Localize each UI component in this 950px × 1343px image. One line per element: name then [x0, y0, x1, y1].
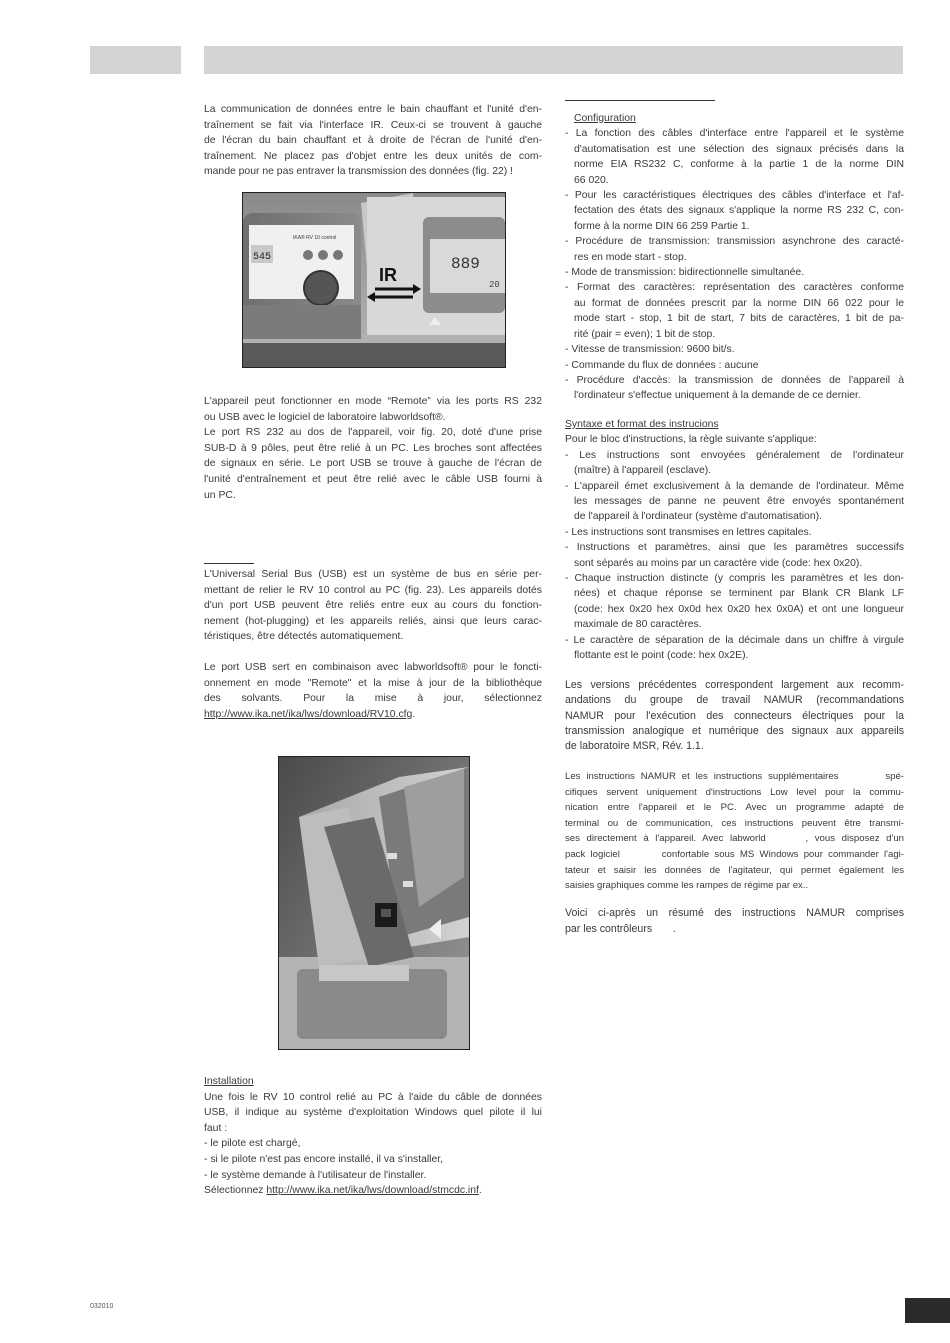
- text-line: (code: hex 0x20 hex 0x0d hex 0x20 hex 0x0A) et ont une longueur: [574, 603, 904, 615]
- list-item: [565, 448, 904, 479]
- configuration-list: [565, 126, 904, 403]
- text-line: - Les instructions sont envoyées généralement de l'ordinateur: [565, 449, 904, 461]
- text-line: rité (pair = even); 1 bit de stop.: [574, 328, 716, 340]
- text-line: - Les instructions sont transmises en lettres capitales.: [565, 526, 812, 538]
- list-item: [565, 633, 904, 664]
- text-line: flottante est le point (code: hex 0x2E).: [574, 650, 749, 662]
- text-line: - Pour les caractéristiques électriques des câbles d'interface et l'af-: [565, 190, 904, 202]
- text-line: - le pilote est chargé,: [204, 1138, 301, 1150]
- text-line: mande pour ne pas entraver la transmission des données (fig. 22) !: [204, 166, 514, 178]
- syntax-intro: Pour le bloc d'instructions, la règle suivante s'applique:: [565, 434, 817, 446]
- text-line: des solvants. Pour la mise à jour, sélectionnez: [204, 693, 542, 705]
- list-item: [565, 342, 904, 357]
- figure-22-illustration: [243, 193, 505, 367]
- text-line: - Le caractère de séparation de la décimale dans un chiffre à virgule: [565, 634, 904, 646]
- text-line: andations du groupe de travail NAMUR (recommandations: [565, 694, 904, 707]
- text-line: l'ordinateur s'effectue uniquement à la demande de ce dernier.: [574, 390, 861, 402]
- text-line: maximale de 80 caractères.: [574, 619, 702, 631]
- text-line: Les instructions NAMUR et les instructions supplémentaires spé-: [565, 771, 904, 782]
- list-item: [565, 188, 904, 234]
- text-line: de l'écran du bain chauffant et à droite de l'écran de l'unité d'en-: [204, 135, 542, 147]
- list-item: [565, 525, 904, 540]
- text-line: onnement en mode "Remote" et la mise à jour de la bibliothèque: [204, 677, 542, 689]
- text-line: ou USB avec le logiciel de laboratoire labworldsoft®.: [204, 411, 446, 423]
- list-item: [565, 126, 904, 188]
- text-line: Une fois le RV 10 control relié au PC à l'aide du câble de données: [204, 1091, 542, 1103]
- list-item: [565, 265, 904, 280]
- text-line: transmission analogique et numérique des signaux aux appareils: [565, 724, 904, 737]
- syntax-list: [565, 448, 904, 664]
- text-line: - Commande du flux de données : aucune: [565, 359, 759, 371]
- text-line: traînement. Ne placez pas d'objet entre les deux unités de com-: [204, 150, 542, 162]
- syntax-section: [565, 417, 904, 664]
- text-line: Le port USB sert en combinaison avec labworldsoft® pour le foncti-: [204, 662, 542, 673]
- text-line: - Procédure d'accès: la transmission de données de l'appareil à: [565, 374, 904, 386]
- text-line: Les versions précédentes correspondent largement aux recomm-: [565, 679, 904, 691]
- svg-text:545: 545: [253, 252, 272, 263]
- text-line: - La fonction des câbles d'interface entre l'appareil et le système: [565, 128, 904, 140]
- text-line: - Instructions et paramètres, ainsi que les paramètres successifs: [565, 542, 904, 554]
- syntax-title: Syntaxe et format des instrucions: [565, 419, 719, 430]
- text-line: - Mode de transmission: bidirectionnelle simultanée.: [565, 267, 805, 279]
- text-line: Voici ci-après un résumé des instructions NAMUR comprises: [565, 907, 904, 919]
- list-item: [565, 373, 904, 404]
- figure-22-ir-photo: [242, 192, 506, 368]
- section-rule-rs232: [565, 100, 715, 101]
- text-line: faut :: [204, 1122, 228, 1134]
- svg-text:20: 20: [489, 280, 500, 290]
- text-line: les messages de panne ne peuvent être envoyés spontanément: [574, 496, 904, 508]
- text-line: pack logiciel confortable sous MS Windows pour commander l'agi-: [565, 848, 904, 860]
- text-line: forme à la norme DIN 66 259 Partie 1.: [574, 220, 750, 232]
- text-line: res en mode start - stop.: [574, 251, 687, 263]
- text-line: saisies graphiques comme les rampes de régime par ex..: [565, 880, 809, 892]
- figure-23-illustration: [279, 757, 469, 1049]
- stmcdc-inf-link[interactable]: http://www.ika.net/ika/lws/download/stmcdc.inf: [266, 1185, 479, 1197]
- text-line: un PC.: [204, 489, 236, 501]
- list-item: [565, 280, 904, 342]
- text-line: - Procédure de transmission: transmission asynchrone des caracté-: [565, 236, 904, 248]
- list-item: [565, 234, 904, 265]
- page-tab-marker: [905, 1298, 950, 1323]
- configuration-title: Configuration: [574, 113, 636, 124]
- namur-paragraph-1: [565, 678, 904, 754]
- installation-section: Installation Une fois le RV 10 control relié au PC à l'aide du câble de données USB, il indique au système d'exploitation Windows quel pilote il lui faut : - le pilote est chargé, - si le pilote n'est pas encore installé, il va s'installer, - le système demande à l'utilisateur de l'installer. Sélectionnez http://www.ika.net/ika/lws/download/stmcdc.inf.: [204, 1076, 542, 1197]
- list-item: [565, 479, 904, 525]
- text-line: téristiques, être détectés automatiquement.: [204, 631, 404, 643]
- text-line: au format de données prescrit par la norme DIN 66 022 pour le: [574, 297, 904, 309]
- text-line: norme EIA RS232 C, conforme à la partie 1 de la norme DIN: [574, 159, 904, 171]
- list-item: [565, 571, 904, 633]
- usb-description-paragraph: [204, 567, 542, 645]
- select-label: Sélectionnez: [204, 1185, 264, 1197]
- namur-paragraph-2: [565, 769, 904, 894]
- text-line: - si le pilote n'est pas encore installé, il va s'installer,: [204, 1153, 444, 1165]
- text-line: de l'appareil à l'ordinateur (système d'automatisation).: [574, 511, 822, 523]
- text-line: mode start - stop, 1 bit de start, 7 bits de caractères, 1 bit de pa-: [574, 313, 904, 325]
- text-line: sont séparés au moins par un caractère vide (code: hex 0x20).: [574, 557, 863, 569]
- list-item: [565, 358, 904, 373]
- text-line: traînement se fait via l'interface IR. Ceux-ci se trouvent à gauche: [204, 119, 542, 131]
- text-line: d'un port USB peuvent être reliés entre eux au cours du fonction-: [204, 600, 542, 612]
- text-line: - Chaque instruction distincte (y compris les paramètres et les don-: [565, 573, 904, 585]
- text-line: fectation des états des signaux s'applique la norme RS 232 C, con-: [574, 205, 904, 217]
- header-bar-right: [204, 46, 903, 74]
- text-line: L'appareil peut fonctionner en mode “Remote” via les ports RS 232: [204, 396, 542, 407]
- text-line: (maître) à l'appareil (esclave).: [574, 465, 712, 477]
- text-line: de signaux en série. Le port USB se trouve à gauche de l'écran de: [204, 458, 542, 470]
- header-bar-left: [90, 46, 181, 74]
- text-line: tateur et saisir les données de l'agitateur, qui permet également les: [565, 864, 904, 876]
- text-line: ses directement à l'appareil. Avec labworld , vous disposez d'un: [565, 833, 904, 845]
- text-line: l'unité d'entraînement et peut être relié avec le câble USB fourni à: [204, 473, 542, 485]
- text-line: USB, il indique au système d'exploitation Windows quel pilote il lui: [204, 1107, 542, 1119]
- figure-23-usb-port-photo: [278, 756, 470, 1050]
- text-line: - Vitesse de transmission: 9600 bit/s.: [565, 344, 735, 356]
- text-line: cifiques servent uniquement d'instructions Low level pour la commu-: [565, 786, 904, 798]
- text-line: La communication de données entre le bain chauffant et l'unité d'en-: [204, 104, 542, 115]
- namur-paragraph-3: [565, 906, 904, 937]
- installation-title: Installation: [204, 1076, 254, 1087]
- text-line: nement (hot-plugging) et les appareils reliés, ainsi que leurs carac-: [204, 615, 542, 627]
- text-line: par les contrôleurs .: [565, 922, 676, 935]
- usb-update-paragraph: Le port USB sert en combinaison avec labworldsoft® pour le foncti- onnement en mode "Remote" et la mise à jour de la bibliothèque des solvants. Pour la mise à jour, sélectionnez http://www.ika.net/ika/lws/download/RV10.cfg.: [204, 662, 542, 720]
- svg-text:IKA® RV 10 control: IKA® RV 10 control: [293, 235, 337, 241]
- text-line: - L'appareil émet exclusivement à la demande de l'ordinateur. Même: [565, 480, 904, 492]
- configuration-section: [565, 111, 904, 404]
- svg-text:889: 889: [451, 255, 480, 273]
- text-line: terminal ou de communication, ces instructions peuvent être transmi-: [565, 817, 904, 829]
- text-line: - Format des caractères: représentation des caractères conforme: [565, 282, 904, 294]
- text-line: nication entre l'appareil et le PC. Avec un programme adapté de: [565, 802, 904, 814]
- document-code: 032010: [90, 1303, 114, 1310]
- text-line: mettant de relier le RV 10 control au PC (fig. 23). Les appareils dotés: [204, 584, 542, 596]
- text-line: d'automatisation est une sélection des signaux précisés dans la: [574, 143, 904, 155]
- text-line: Le port RS 232 au dos de l'appareil, voir fig. 20, doté d'une prise: [204, 427, 542, 439]
- text-line: de laboratoire MSR, Rév. 1.1.: [565, 740, 704, 753]
- text-line: 66 020.: [574, 174, 609, 186]
- text-line: L'Universal Serial Bus (USB) est un système de bus en série per-: [204, 569, 542, 580]
- text-line: - le système demande à l'utilisateur de l'installer.: [204, 1169, 427, 1181]
- text-line: NAMUR pour l'exécution des connecteurs électriques pour la: [565, 709, 904, 722]
- rv10-cfg-link[interactable]: http://www.ika.net/ika/lws/download/RV10.cfg: [204, 708, 413, 720]
- section-rule-usb: [204, 563, 254, 564]
- remote-mode-paragraph: [204, 394, 542, 503]
- list-item: [565, 540, 904, 571]
- text-line: nées) et chaque réponse se terminent par Blank CR Blank LF: [574, 588, 904, 600]
- text-line: SUB-D à 9 pôles, peut être relié à un PC. Les broches sont affectées: [204, 442, 542, 454]
- ir-interface-paragraph: [204, 102, 542, 180]
- svg-text:IR: IR: [379, 265, 397, 285]
